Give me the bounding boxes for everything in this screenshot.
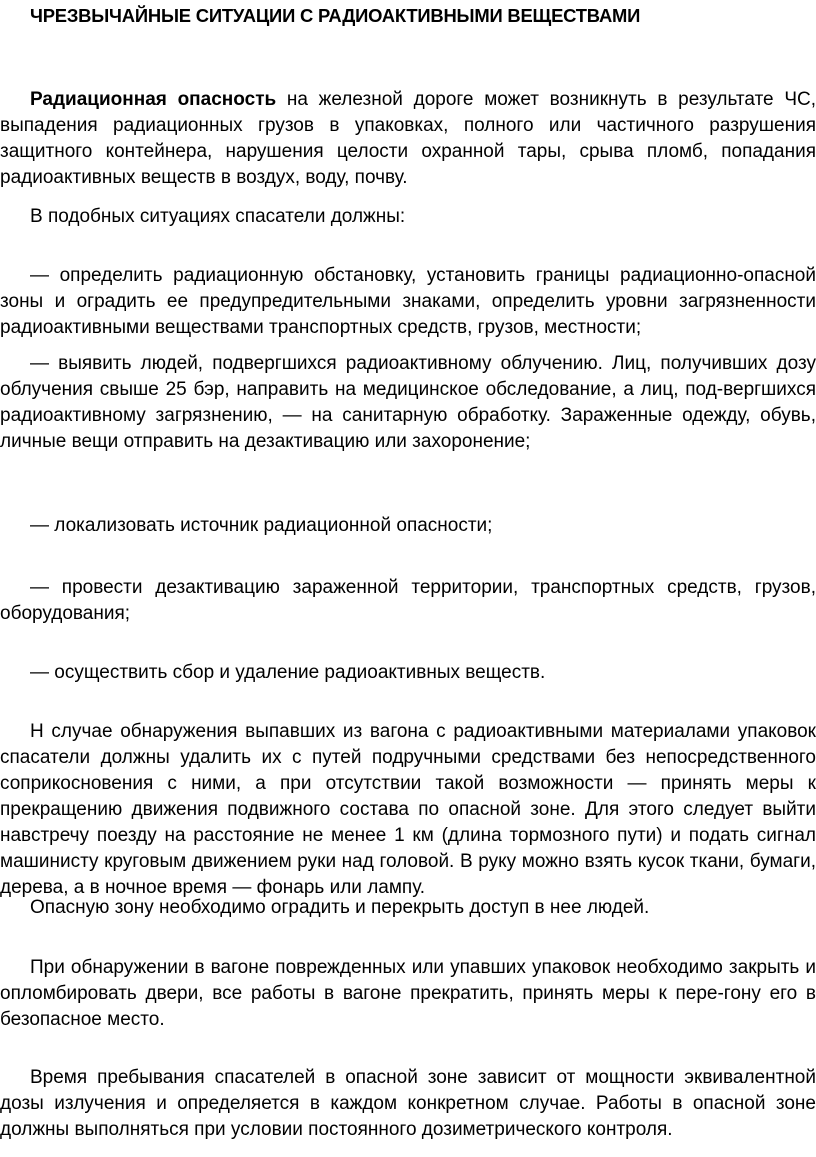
drop-text: Н случае обнаружения выпавших из вагона с радиоактивными материалами упаковок спасатели должны удалить их с путей подручными средствами без непосредственного соприкосновения с ними, а при отсутствии такой возможности — принять меры к прекращению движения подвижного состава по опасной зоне. Для этого следует выйти навстречу поезду на расстояние не менее 1 км (длина тормозного пути) и подать сигнал машинисту круговым движением руки над головой. В руку можно взять кусок ткани, бумаги, дерева, а в ночное время — фонарь или лампу.: [0, 721, 816, 898]
duty-item: [0, 351, 816, 455]
duty-text: — локализовать источник радиационной опасности;: [30, 515, 493, 536]
page-title: ЧРЕЗВЫЧАЙНЫЕ СИТУАЦИИ С РАДИОАКТИВНЫМИ ВЕЩЕСТВАМИ: [30, 5, 641, 26]
fence-text: Опасную зону необходимо оградить и перекрыть доступ в нее людей.: [30, 897, 650, 918]
lead-in-text: В подобных ситуациях спасатели должны:: [30, 206, 406, 227]
duty-text: — провести дезактивацию зараженной территории, транспортных средств, грузов, оборудования;: [0, 577, 816, 624]
wagon-paragraph: [0, 955, 816, 1033]
duty-text: — определить радиационную обстановку, установить границы радиационно-опасной зоны и оградить ее предупредительными знаками, определить уровни загрязненности радиоактивными веществами транспортных средств, грузов, местности;: [0, 265, 816, 338]
duty-item: [0, 575, 816, 627]
intro-bold-lead: Радиационная опасность: [30, 89, 277, 110]
duty-text: — выявить людей, подвергшихся радиоактивному облучению. Лиц, получивших дозу облучения свыше 25 бэр, направить на медицинское обследование, а лиц, под-вергшихся радиоактивному загрязнению, — на санитарную обработку. Зараженные одежду, обувь, личные вещи отправить на дезактивацию или захоронение;: [0, 353, 816, 452]
lead-in-paragraph: [0, 204, 816, 230]
duty-item: [0, 660, 816, 686]
fence-paragraph: [0, 895, 816, 921]
duty-item: [0, 263, 816, 341]
wagon-text: При обнаружении в вагоне поврежденных или упавших упаковок необходимо закрыть и опломбировать двери, все работы в вагоне прекратить, принять меры к пере-гону его в безопасное место.: [0, 957, 816, 1030]
duty-item: [0, 513, 816, 539]
time-text: Время пребывания спасателей в опасной зоне зависит от мощности эквивалентной дозы излучения и определяется в каждом конкретном случае. Работы в опасной зоне должны выполняться при условии постоянного дозиметрического контроля.: [0, 1067, 816, 1140]
intro-text: на железной дороге может возникнуть в результате ЧС, выпадения радиационных грузов в упаковках, полного или частичного разрушения защитного контейнера, нарушения целости охранной тары, срыва пломб, попадания радиоактивных веществ в воздух, воду, почву.: [0, 89, 816, 188]
duty-text: — осуществить сбор и удаление радиоактивных веществ.: [30, 662, 546, 683]
drop-paragraph: [0, 719, 816, 901]
time-paragraph: [0, 1065, 816, 1143]
intro-paragraph: [0, 87, 816, 191]
